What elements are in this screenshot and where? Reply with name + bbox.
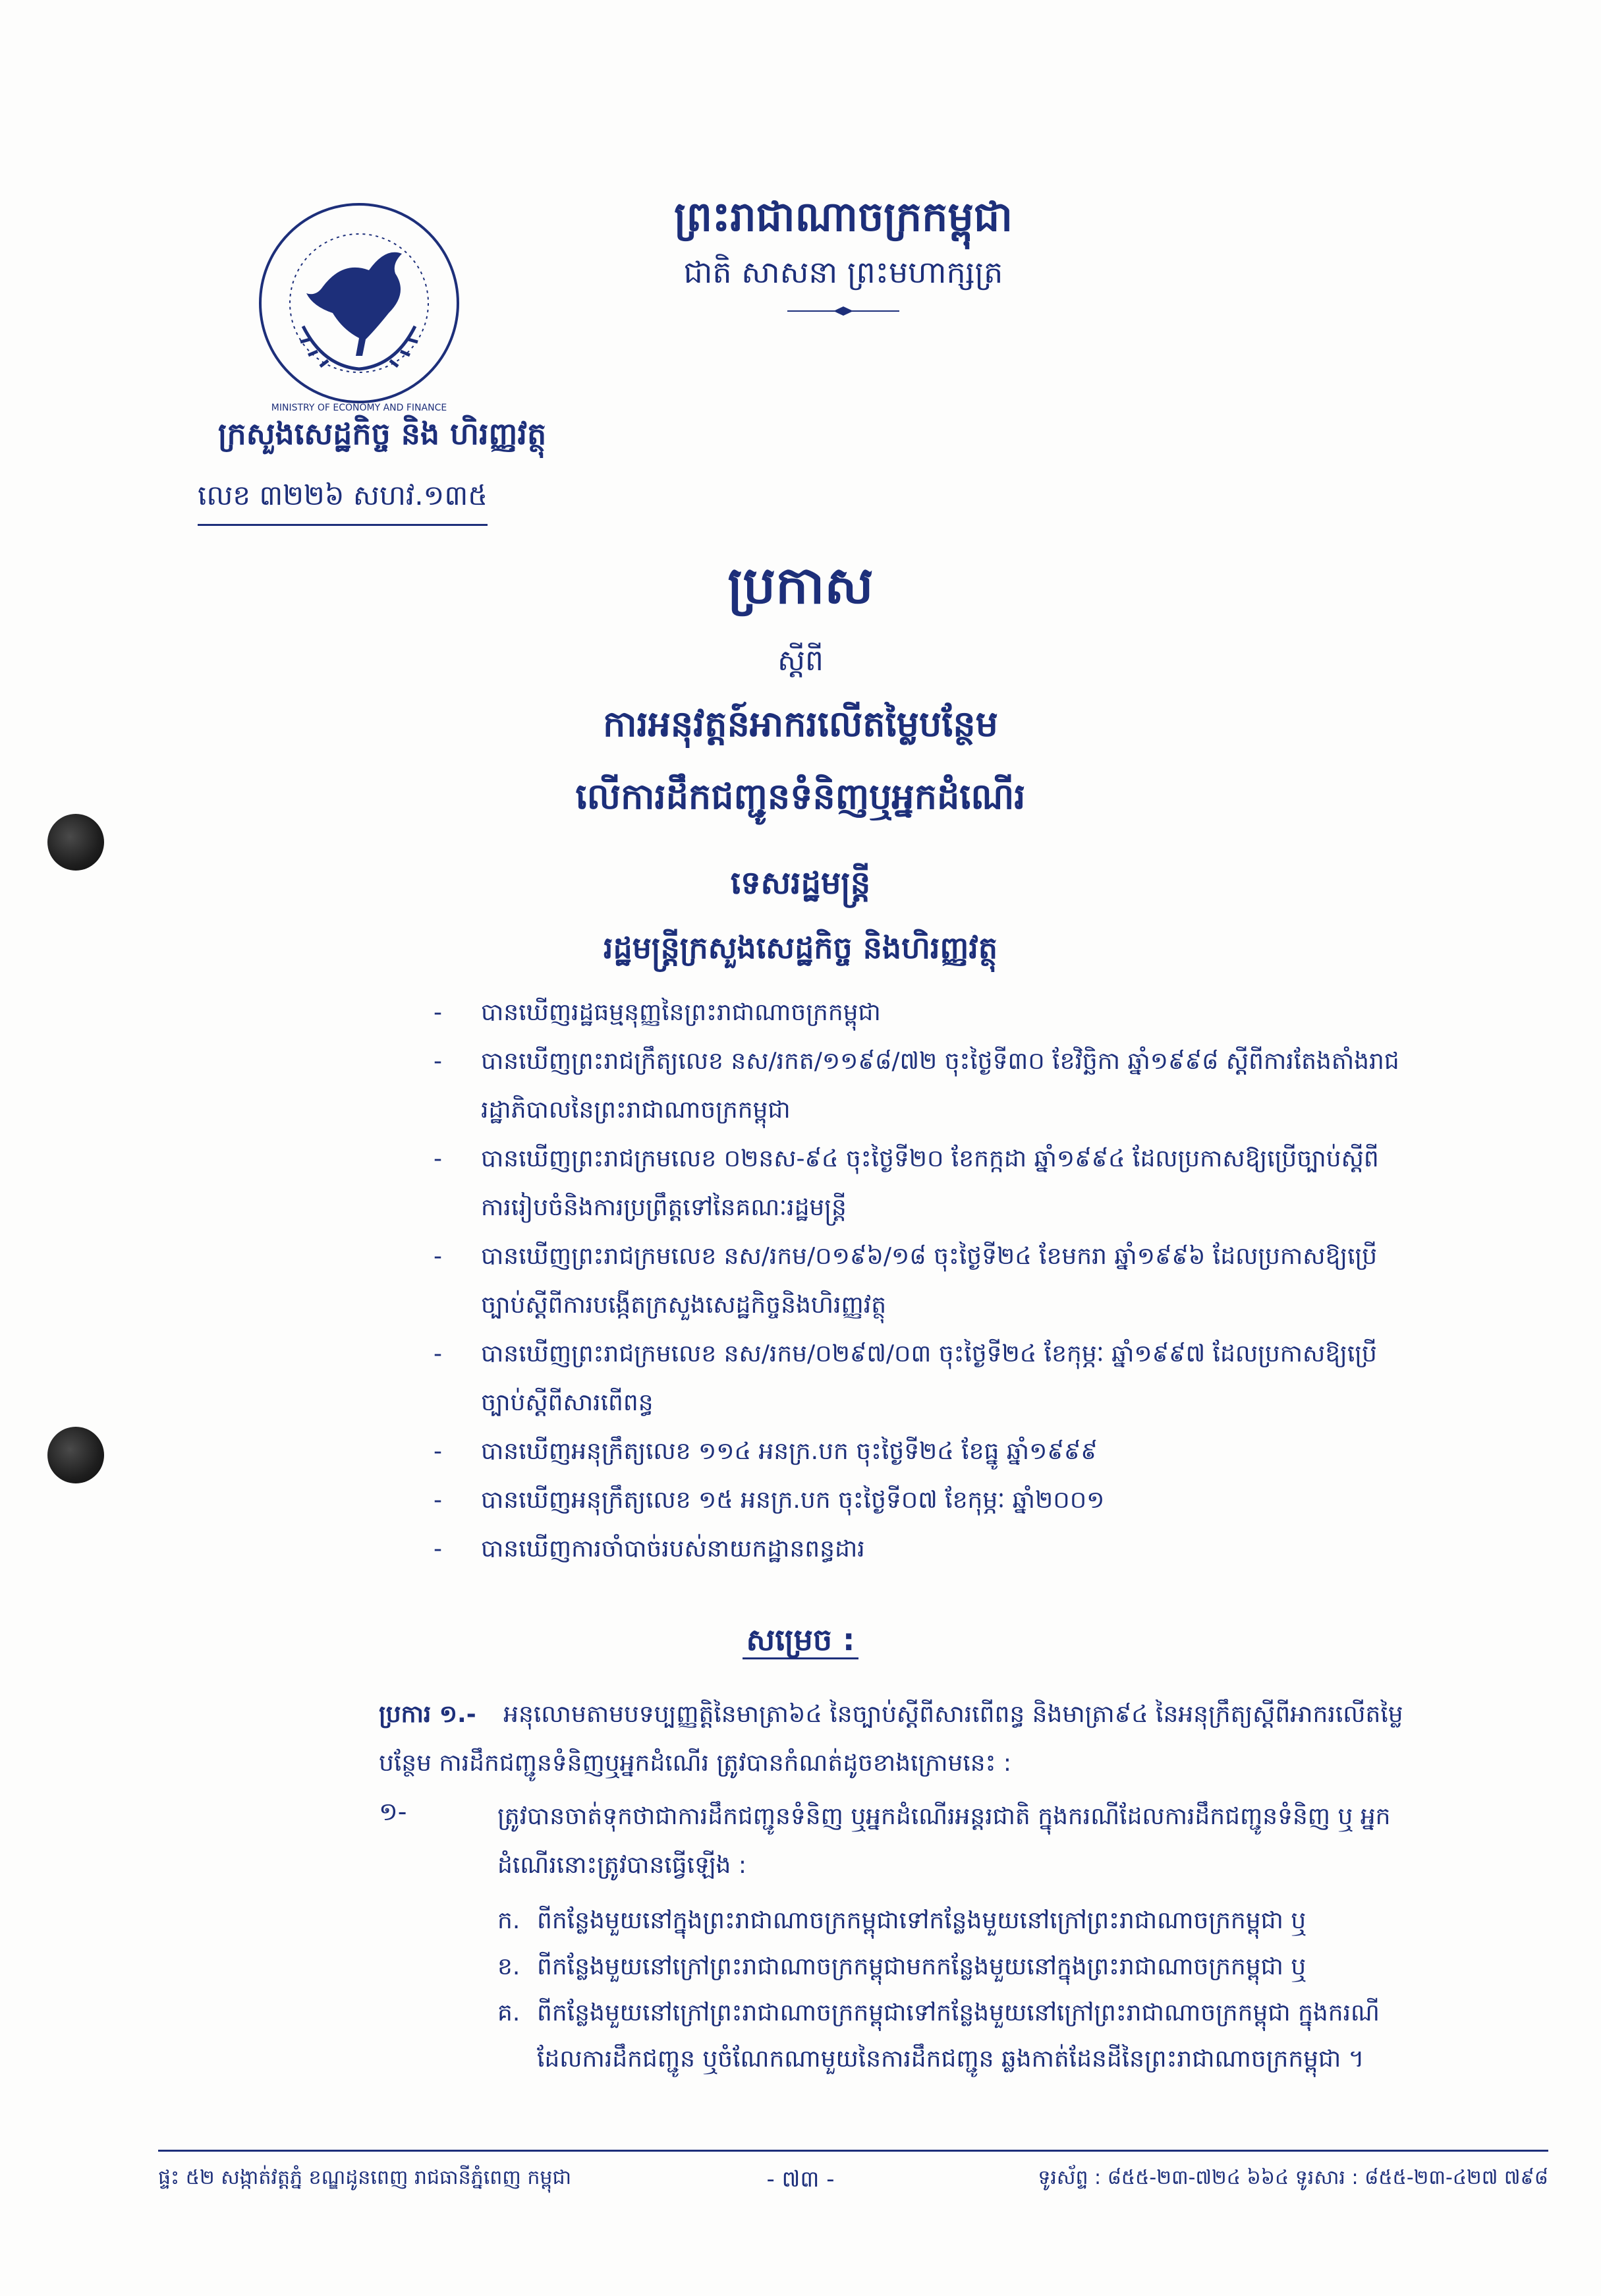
subsection-number: ១-	[379, 1797, 407, 1826]
senior-minister-title: ទេសរដ្ឋមន្ត្រី	[730, 865, 871, 902]
list-item: - បានឃើញព្រះរាជក្រឹត្យលេខ នស/រកត/១១៩៨/៧២ ចុះថ្ងៃទី៣០ ខែវិច្ឆិកា ឆ្នាំ១៩៩៨ ស្តីពីការតែងតាំងរាជរដ្ឋាភិបាលនៃព្រះរាជាណាចក្រកម្ពុជា	[434, 1048, 1399, 1124]
list-item: - បានឃើញរដ្ឋធម្មនុញ្ញនៃព្រះរាជាណាចក្រកម្ពុជា	[434, 999, 881, 1026]
list-item: - បានឃើញការចាំបាច់របស់នាយកដ្ឋានពន្ធដារ	[434, 1535, 865, 1563]
seal-caption: MINISTRY OF ECONOMY AND FINANCE	[271, 403, 447, 413]
document-number-row	[198, 478, 567, 519]
subject-line-1: ការអនុវត្តន៍អាករលើតម្លៃបន្ថែម	[603, 703, 998, 745]
document-number: លេខ ៣២២៦ សហវ.១៣៥	[198, 479, 488, 511]
decision-heading: សម្រេច :	[0, 1621, 1601, 1665]
article-label: ប្រការ ១.-	[379, 1701, 476, 1728]
list-item: - បានឃើញព្រះរាជក្រមលេខ នស/រកម/០២៩៧/០៣ ចុះថ្ងៃទី២៤ ខែកុម្ភៈ ឆ្នាំ១៩៩៧ ដែលប្រកាសឱ្យប្រើច្បាប់ស្តីពីសារពើពន្ធ	[434, 1340, 1377, 1416]
kingdom-title: ព្រះរាជាណាចក្រកម្ពុជា	[674, 192, 1013, 241]
ministry-name: ក្រសួងសេដ្ឋកិច្ច និង ហិរញ្ញវត្ថុ	[217, 416, 547, 451]
punch-hole-bottom	[47, 1427, 104, 1483]
list-item: ខ. ពីកន្លែងមួយនៅក្រៅព្រះរាជាណាចក្រកម្ពុជាមកកន្លែងមួយនៅក្នុងព្រះរាជាណាចក្រកម្ពុជា ឬ	[497, 1953, 1306, 1980]
list-item: គ. ពីកន្លែងមួយនៅក្រៅព្រះរាជាណាចក្រកម្ពុជាទៅកន្លែងមួយនៅក្រៅព្រះរាជាណាចក្រកម្ពុជា ក្នុងករណីដែលការដឹកជញ្ជូន ឬចំណែកណាមួយនៃការដឹកជញ្ជូន ឆ្លងកាត់ដែនដីនៃព្រះរាជាណាចក្រកម្ពុជា ។	[497, 1999, 1380, 2073]
subject-line-2: លើការដឹកជញ្ជូនទំនិញឬអ្នកដំណើរ	[575, 776, 1026, 817]
document-number-underline	[198, 524, 488, 526]
considerations-list	[428, 989, 1403, 1574]
subsection-text: ត្រូវបានចាត់ទុកថាជាការដឹកជញ្ជូនទំនិញ ឬអ្នកដំណើរអន្តរជាតិ ក្នុងករណីដែលការដឹកជញ្ជូនទំនិញ ឬ អ្នកដំណើរនោះត្រូវបានធ្វើឡើង :	[497, 1803, 1391, 1879]
title-on: ស្តីពី	[777, 644, 824, 677]
ministry-seal-icon	[244, 188, 474, 418]
lettered-list	[497, 1898, 1407, 2082]
list-item: - បានឃើញព្រះរាជក្រមលេខ នស/រកម/០១៩៦/១៨ ចុះថ្ងៃទី២៤ ខែមករា ឆ្នាំ១៩៩៦ ដែលប្រកាសឱ្យប្រើច្បាប់ស្តីពីការបង្កើតក្រសួងសេដ្ឋកិច្ចនិងហិរញ្ញវត្ថុ	[434, 1243, 1378, 1319]
minister-title: រដ្ឋមន្ត្រីក្រសួងសេដ្ឋកិច្ច និងហិរញ្ញវត្ថុ	[603, 930, 998, 965]
footer-address: ផ្ទះ ៥២ សង្កាត់វត្តភ្នំ ខណ្ឌដូនពេញ រាជធានីភ្នំពេញ កម្ពុជា	[158, 2166, 572, 2189]
divider-ornament-icon	[787, 304, 899, 318]
article-1	[379, 1690, 1407, 1788]
list-item: - បានឃើញព្រះរាជក្រមលេខ ០២នស-៩៤ ចុះថ្ងៃទី២០ ខែកក្កដា ឆ្នាំ១៩៩៤ ដែលប្រកាសឱ្យប្រើច្បាប់ស្តីពីការរៀបចំនិងការប្រព្រឹត្តទៅនៃគណៈរដ្ឋមន្ត្រី	[434, 1145, 1379, 1221]
page-number: - ៧៣ -	[766, 2166, 835, 2193]
national-motto: ជាតិ សាសនា ព្រះមហាក្សត្រ	[683, 254, 1003, 290]
footer-divider	[158, 2150, 1548, 2152]
list-item: - បានឃើញអនុក្រឹត្យលេខ ១៥ អនក្រ.បក ចុះថ្ងៃទី០៧ ខែកុម្ភៈ ឆ្នាំ២០០១	[434, 1487, 1105, 1514]
article-text: អនុលោមតាមបទប្បញ្ញត្តិនៃមាត្រា៦៤ នៃច្បាប់ស្តីពីសារពើពន្ធ និងមាត្រា៩៤ នៃអនុក្រឹត្យស្តីពីអាករលើតម្លៃបន្ថែម ការដឹកជញ្ជូនទំនិញឬអ្នកដំណើរ ត្រូវបានកំណត់ដូចខាងក្រោមនេះ :	[379, 1701, 1403, 1777]
list-item: ក. ពីកន្លែងមួយនៅក្នុងព្រះរាជាណាចក្រកម្ពុជាទៅកន្លែងមួយនៅក្រៅព្រះរាជាណាចក្រកម្ពុជា ឬ	[497, 1907, 1306, 1934]
document-title: ប្រកាស	[727, 556, 874, 616]
footer-contact: ទូរស័ព្ទ : ៨៥៥-២៣-៧២៤ ៦៦៤ ទូរសារ : ៨៥៥-២៣-៤២៧ ៧៩៨	[1038, 2166, 1548, 2189]
list-item: - បានឃើញអនុក្រឹត្យលេខ ១១៤ អនក្រ.បក ចុះថ្ងៃទី២៤ ខែធ្នូ ឆ្នាំ១៩៩៩	[434, 1438, 1098, 1465]
